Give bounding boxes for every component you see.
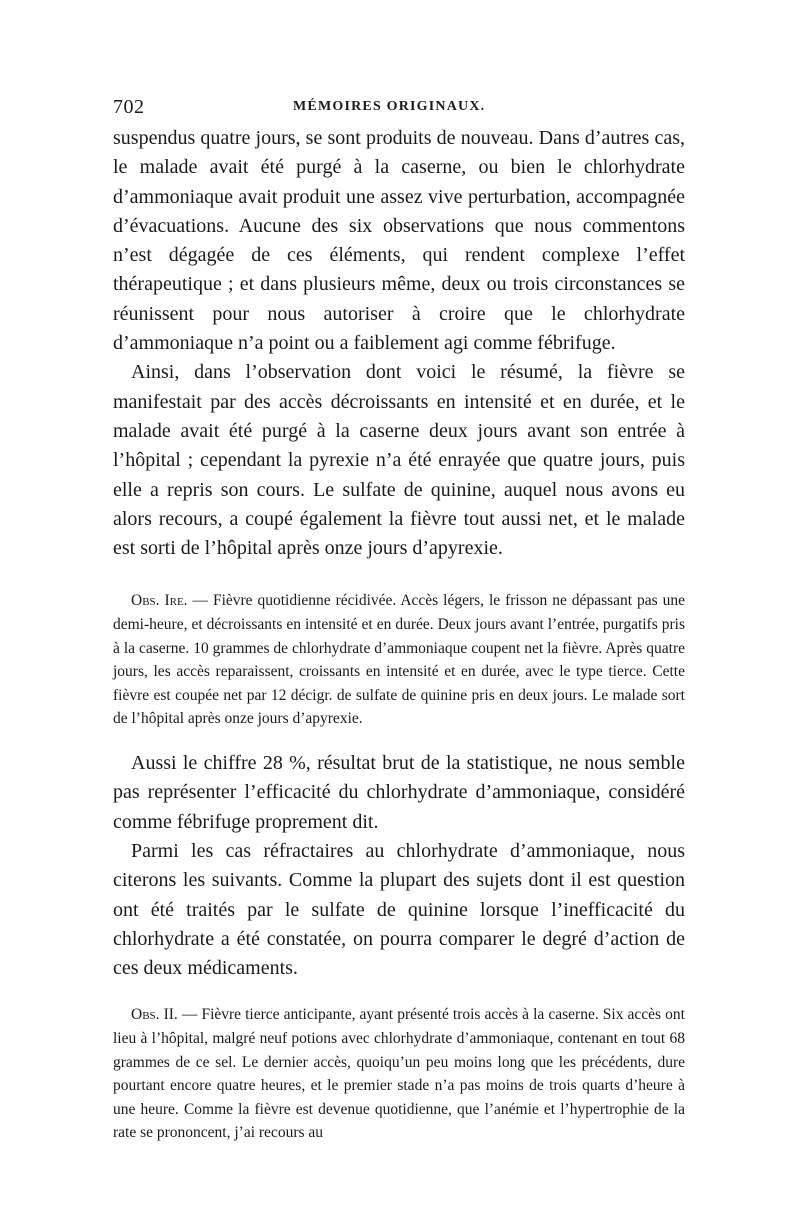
observation-1-text: — Fièvre quotidienne récidivée. Accès légers, le frisson ne dépassant pas une demi-heure, et décroissants en intensité et en durée. Deux jours avant l’entrée, purgatifs pris à la caserne. 10 grammes de chlorhydrate d’ammoniaque coupent net la fièvre. Après quatre jours, les accès reparaissent, croissants en intensité et en durée, avec le type tierce. Cette fièvre est coupée net par 12 décigr. de sulfate de quinine pris en deux jours. Le malade sort de l’hôpital après onze jours d’apyrexie. — [113, 592, 685, 728]
running-header — [113, 96, 685, 124]
observation-2-lead: Obs. II. — [131, 1006, 178, 1024]
paragraph-2: Ainsi, dans l’observation dont voici le résumé, la fièvre se manifestait par des accès décroissants en intensité et en durée, et le malade avait été purgé à la caserne deux jours avant son entrée à l’hôpital ; cependant la pyrexie n’a été enrayée que quatre jours, puis elle a repris son cours. Le sulfate de quinine, auquel nous avons eu alors recours, a coupé également la fièvre tout aussi net, et le malade est sorti de l’hôpital après onze jours d’apyrexie. — [113, 361, 685, 560]
observation-1 — [113, 589, 685, 731]
paragraph-1: suspendus quatre jours, se sont produits de nouveau. Dans d’autres cas, le malade avait été purgé à la caserne, ou bien le chlorhydrate d’ammoniaque avait produit une assez vive perturbation, accompagnée d’évacuations. Aucune des six observations que nous commentons n’est dégagée de ces éléments, qui rendent complexe l’effet thérapeutique ; et dans plusieurs même, deux ou trois circonstances se réunissent pour nous autoriser à croire que le chlorhydrate d’ammoniaque n’a point ou a faiblement agi comme fébrifuge. — [113, 127, 685, 355]
paragraph-3: Aussi le chiffre 28 %, résultat brut de la statistique, ne nous semble pas représenter l’efficacité du chlorhydrate d’ammoniaque, considéré comme fébrifuge proprement dit. — [113, 752, 685, 833]
document-page — [113, 96, 685, 1145]
observation-1-lead: Obs. Ire. — [131, 592, 188, 610]
observation-2-text: — Fièvre tierce anticipante, ayant présenté trois accès à la caserne. Six accès ont lieu à l’hôpital, malgré neuf potions avec chlorhydrate d’ammoniaque, contenant en tout 68 grammes de ce sel. Le dernier accès, quoiqu’un peu moins long que les précédents, dure pourtant encore quatre heures, et le premier stade n’a pas moins de trois quarts d’heure à une heure. Comme la fièvre est devenue quotidienne, que l’anémie et l’hypertrophie de la rate se prononcent, j’ai recours au — [113, 1006, 685, 1142]
spacer — [113, 731, 685, 749]
running-title: MÉMOIRES ORIGINAUX. — [293, 99, 486, 114]
paragraph-4: Parmi les cas réfractaires au chlorhydrate d’ammoniaque, nous citerons les suivants. Comme la plupart des sujets dont il est question ont été traités par le sulfate de quinine lorsque l’inefficacité du chlorhydrate a été constatée, on pourra comparer le degré d’action de ces deux médicaments. — [113, 839, 685, 980]
spacer — [113, 983, 685, 1003]
observation-2 — [113, 1003, 685, 1145]
spacer — [113, 563, 685, 589]
page-number: 702 — [113, 96, 145, 118]
